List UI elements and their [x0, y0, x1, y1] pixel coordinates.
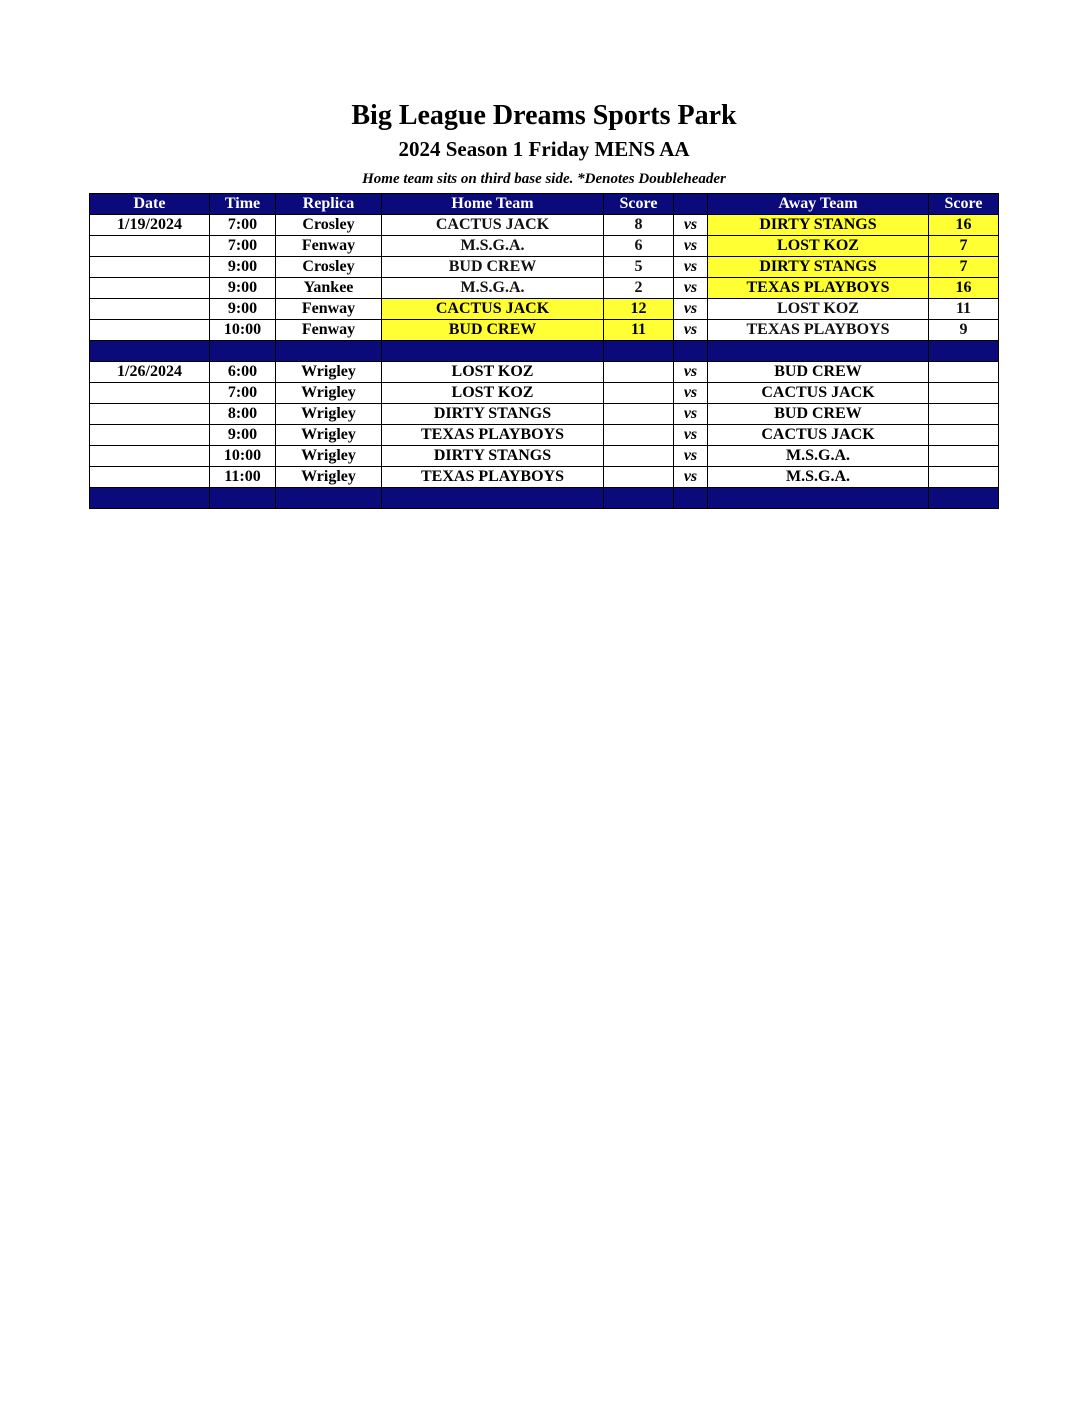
home-team-cell: TEXAS PLAYBOYS: [382, 467, 604, 488]
home-team-cell: TEXAS PLAYBOYS: [382, 425, 604, 446]
separator-cell: [276, 341, 382, 362]
table-row: [90, 257, 999, 278]
column-header-vs: [674, 194, 708, 215]
replica-cell: Crosley: [276, 215, 382, 236]
replica-cell: Wrigley: [276, 467, 382, 488]
vs-cell: vs: [674, 404, 708, 425]
column-header-home-team: Home Team: [382, 194, 604, 215]
away-score-cell: [929, 467, 999, 488]
separator-cell: [90, 341, 210, 362]
table-row: [90, 278, 999, 299]
page-title: Big League Dreams Sports Park: [351, 100, 737, 131]
header-row: [90, 194, 999, 215]
table-row: [90, 446, 999, 467]
schedule-table: [89, 193, 999, 509]
home-score-cell: [604, 446, 674, 467]
away-team-cell: LOST KOZ: [708, 299, 929, 320]
table-row: [90, 362, 999, 383]
time-cell: 7:00: [210, 383, 276, 404]
replica-cell: Fenway: [276, 299, 382, 320]
date-cell: 1/19/2024: [90, 215, 210, 236]
away-team-cell: TEXAS PLAYBOYS: [708, 278, 929, 299]
separator-cell: [90, 488, 210, 509]
home-team-cell: DIRTY STANGS: [382, 446, 604, 467]
vs-cell: vs: [674, 299, 708, 320]
separator-cell: [210, 341, 276, 362]
table-row: [90, 425, 999, 446]
separator-cell: [382, 341, 604, 362]
column-header-away-score: Score: [929, 194, 999, 215]
table-row: [90, 404, 999, 425]
vs-cell: vs: [674, 467, 708, 488]
home-team-cell: M.S.G.A.: [382, 278, 604, 299]
away-score-cell: [929, 446, 999, 467]
table-row: [90, 299, 999, 320]
replica-cell: Wrigley: [276, 425, 382, 446]
vs-cell: vs: [674, 320, 708, 341]
date-cell: [90, 299, 210, 320]
vs-cell: vs: [674, 236, 708, 257]
replica-cell: Yankee: [276, 278, 382, 299]
away-score-cell: [929, 425, 999, 446]
page-subtitle: 2024 Season 1 Friday MENS AA: [398, 137, 690, 161]
table-row: [90, 236, 999, 257]
table-row: [90, 320, 999, 341]
away-team-cell: CACTUS JACK: [708, 425, 929, 446]
column-header-home-score: Score: [604, 194, 674, 215]
date-cell: [90, 383, 210, 404]
vs-cell: vs: [674, 278, 708, 299]
table-row: [90, 383, 999, 404]
date-cell: [90, 446, 210, 467]
separator-cell: [210, 488, 276, 509]
table-row: [90, 467, 999, 488]
column-header-date: Date: [90, 194, 210, 215]
replica-cell: Wrigley: [276, 404, 382, 425]
home-score-cell: 2: [604, 278, 674, 299]
date-cell: [90, 236, 210, 257]
away-score-cell: [929, 404, 999, 425]
replica-cell: Fenway: [276, 320, 382, 341]
column-header-away-team: Away Team: [708, 194, 929, 215]
column-header-time: Time: [210, 194, 276, 215]
separator-cell: [604, 341, 674, 362]
home-score-cell: 6: [604, 236, 674, 257]
home-score-cell: 11: [604, 320, 674, 341]
replica-cell: Wrigley: [276, 446, 382, 467]
away-team-cell: CACTUS JACK: [708, 383, 929, 404]
separator-cell: [674, 341, 708, 362]
date-cell: [90, 404, 210, 425]
home-team-cell: BUD CREW: [382, 320, 604, 341]
away-team-cell: M.S.G.A.: [708, 446, 929, 467]
home-team-cell: LOST KOZ: [382, 362, 604, 383]
time-cell: 7:00: [210, 236, 276, 257]
vs-cell: vs: [674, 383, 708, 404]
home-score-cell: [604, 404, 674, 425]
away-score-cell: 9: [929, 320, 999, 341]
home-team-cell: CACTUS JACK: [382, 215, 604, 236]
time-cell: 9:00: [210, 425, 276, 446]
page-note: Home team sits on third base side. *Denotes Doubleheader: [362, 171, 726, 187]
away-score-cell: [929, 362, 999, 383]
time-cell: 11:00: [210, 467, 276, 488]
home-team-cell: BUD CREW: [382, 257, 604, 278]
time-cell: 9:00: [210, 278, 276, 299]
away-score-cell: 7: [929, 257, 999, 278]
away-team-cell: LOST KOZ: [708, 236, 929, 257]
time-cell: 9:00: [210, 257, 276, 278]
vs-cell: vs: [674, 215, 708, 236]
home-team-cell: DIRTY STANGS: [382, 404, 604, 425]
date-cell: [90, 320, 210, 341]
separator-row: [90, 488, 999, 509]
separator-row: [90, 341, 999, 362]
home-score-cell: 5: [604, 257, 674, 278]
away-team-cell: M.S.G.A.: [708, 467, 929, 488]
home-score-cell: [604, 383, 674, 404]
time-cell: 10:00: [210, 446, 276, 467]
time-cell: 8:00: [210, 404, 276, 425]
home-score-cell: 8: [604, 215, 674, 236]
replica-cell: Wrigley: [276, 383, 382, 404]
separator-cell: [382, 488, 604, 509]
date-cell: [90, 257, 210, 278]
away-team-cell: TEXAS PLAYBOYS: [708, 320, 929, 341]
vs-cell: vs: [674, 257, 708, 278]
date-cell: [90, 278, 210, 299]
away-score-cell: 11: [929, 299, 999, 320]
time-cell: 6:00: [210, 362, 276, 383]
away-score-cell: 7: [929, 236, 999, 257]
separator-cell: [674, 488, 708, 509]
time-cell: 7:00: [210, 215, 276, 236]
away-score-cell: 16: [929, 215, 999, 236]
time-cell: 9:00: [210, 299, 276, 320]
away-team-cell: BUD CREW: [708, 362, 929, 383]
vs-cell: vs: [674, 425, 708, 446]
replica-cell: Wrigley: [276, 362, 382, 383]
table-row: [90, 215, 999, 236]
home-team-cell: CACTUS JACK: [382, 299, 604, 320]
vs-cell: vs: [674, 362, 708, 383]
replica-cell: Fenway: [276, 236, 382, 257]
separator-cell: [708, 488, 929, 509]
vs-cell: vs: [674, 446, 708, 467]
separator-cell: [708, 341, 929, 362]
home-score-cell: 12: [604, 299, 674, 320]
away-score-cell: [929, 383, 999, 404]
home-score-cell: [604, 425, 674, 446]
home-score-cell: [604, 467, 674, 488]
away-team-cell: DIRTY STANGS: [708, 257, 929, 278]
separator-cell: [929, 488, 999, 509]
away-score-cell: 16: [929, 278, 999, 299]
date-cell: [90, 467, 210, 488]
away-team-cell: BUD CREW: [708, 404, 929, 425]
home-score-cell: [604, 362, 674, 383]
separator-cell: [604, 488, 674, 509]
away-team-cell: DIRTY STANGS: [708, 215, 929, 236]
separator-cell: [929, 341, 999, 362]
replica-cell: Crosley: [276, 257, 382, 278]
home-team-cell: M.S.G.A.: [382, 236, 604, 257]
separator-cell: [276, 488, 382, 509]
column-header-replica: Replica: [276, 194, 382, 215]
time-cell: 10:00: [210, 320, 276, 341]
home-team-cell: LOST KOZ: [382, 383, 604, 404]
date-cell: 1/26/2024: [90, 362, 210, 383]
date-cell: [90, 425, 210, 446]
